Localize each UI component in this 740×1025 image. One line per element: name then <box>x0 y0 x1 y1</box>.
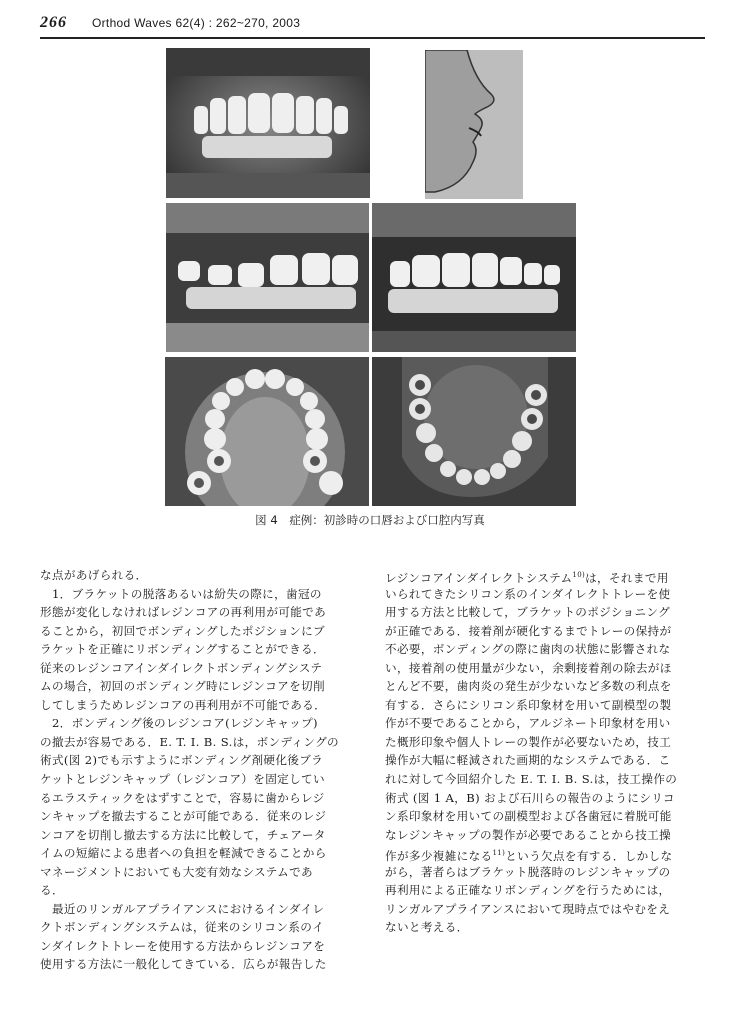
text-line: なレジンキャップの製作が必要であることから技工操 <box>385 827 672 842</box>
body-column-left <box>40 566 358 974</box>
left-buccal-photo <box>372 203 576 352</box>
text-line: ン系印象材を用いての副模型および各歯冠に着脱可能 <box>385 809 672 824</box>
text-line: イムの短縮による患者への負担を軽減できることから <box>40 846 327 861</box>
text-line: とんど不要，歯肉炎の発生が少ないなど多数の利点を <box>385 679 672 694</box>
text-line: た概形印象や個人トレーの製作が必要ないため，技工 <box>385 734 672 749</box>
text-line: 再利用による正確なリボンディングを行うためには， <box>385 883 671 898</box>
text-line: 術式 (図 1 A，B) および石川らの報告のようにシリコ <box>385 790 675 805</box>
text-line: 最近のリンガルアプライアンスにおけるインダイレ <box>40 901 325 916</box>
text-line: 形態が変化しなければレジンコアの再利用が可能であ <box>40 605 327 620</box>
text-line: レジンコアインダイレクトシステム$^{10)}$は，それまで用 <box>385 571 669 585</box>
figure-caption <box>200 512 540 528</box>
text-line: いられてきたシリコン系のインダイレクトトレーを使 <box>385 586 671 601</box>
text-line: マネージメントにおいても大変有効なシステムであ <box>40 864 313 879</box>
running-header <box>40 14 705 36</box>
text-line: が正確である．接着剤が硬化するまでトレーの保持が <box>385 623 672 638</box>
right-buccal-photo <box>166 203 369 352</box>
text-line: 術式(図 2)でも示すようにボンディング剤硬化後ブラ <box>40 753 324 768</box>
text-line: 有する．さらにシリコン系印象材を用いて副模型の製 <box>385 697 672 712</box>
mandibular-occlusal-photo <box>372 357 576 506</box>
page-number: 266 <box>40 14 67 31</box>
text-line: リンガルアプライアンスにおいて現時点ではやむをえ <box>385 901 671 916</box>
text-line: ンキャップを撤去することが可能である．従来のレジ <box>40 809 327 824</box>
text-line: ないと考える． <box>385 920 469 935</box>
citation-ref: 10) <box>572 571 586 579</box>
text-line: 1．ブラケットの脱落あるいは紛失の際に，歯冠の <box>40 586 322 601</box>
text-line: 用する方法と比較して，ブラケットのポジショニング <box>385 605 671 620</box>
figure-label: 図 4 <box>255 513 278 527</box>
text-line: 2．ボンディング後のレジンコア(レジンキャップ) <box>40 716 318 731</box>
journal-citation: Orthod Waves 62(4) : 262~270, 2003 <box>92 16 301 30</box>
text-line: い，接着剤の使用量が少ない，余剰接着剤の除去がほ <box>385 660 672 675</box>
text-line: 使用する方法に一般化してきている．広らが報告した <box>40 957 327 972</box>
text-line: の撤去が容易である．E. T. I. B. S.は，ボンディングの <box>40 734 339 749</box>
text-line: ンコアを切削し撤去する方法に比較して，チェアータ <box>40 827 326 842</box>
lateral-profile-photo <box>425 50 523 199</box>
figure-caption-text: 症例：初診時の口唇および口腔内写真 <box>289 513 485 527</box>
body-column-right <box>385 566 707 937</box>
text-line: ンダイレクトトレーを使用する方法からレジンコアを <box>40 938 326 953</box>
text-line: 不必要，ボンディングの際に歯肉の状態に影響されな <box>385 642 671 657</box>
text-line: ることから，初回でボンディングしたポジションにブ <box>40 623 325 638</box>
text-line: ケットとレジンキャップ（レジンコア）を固定してい <box>40 772 325 787</box>
text-line: ムの場合，初回のボンディング時にレジンコアを切削 <box>40 679 325 694</box>
text-line: れに対して今回紹介した E. T. I. B. S.は，技工操作の <box>385 772 678 787</box>
text-line: クトボンディングシステムは，従来のシリコン系のイ <box>40 920 325 935</box>
text-line: してしまうためレジンコアの再利用が不可能である． <box>40 697 327 712</box>
text-line: 操作が大幅に軽減された画期的なシステムである．こ <box>385 753 671 768</box>
maxillary-occlusal-photo <box>165 357 369 506</box>
text-line: がら，著者らはブラケット脱落時のレジンキャップの <box>385 864 671 879</box>
frontal-occlusion-photo <box>166 48 370 198</box>
text-line: 作が多少複雑になる$^{11)}$という欠点を有する．しかしな <box>385 849 673 864</box>
text-line: 作が不要であることから，アルジネート印象材を用い <box>385 716 671 731</box>
text-line: るエラスティックをはずすことで，容易に歯からレジ <box>40 790 325 805</box>
text-line: ラケットを正確にリボンディングすることができる． <box>40 642 325 657</box>
text-line: な点があげられる． <box>40 568 148 582</box>
header-rule <box>40 37 705 39</box>
citation-ref: 11) <box>492 849 506 858</box>
text-line: る． <box>40 883 64 898</box>
text-line: 従来のレジンコアインダイレクトボンディングシステ <box>40 660 323 675</box>
